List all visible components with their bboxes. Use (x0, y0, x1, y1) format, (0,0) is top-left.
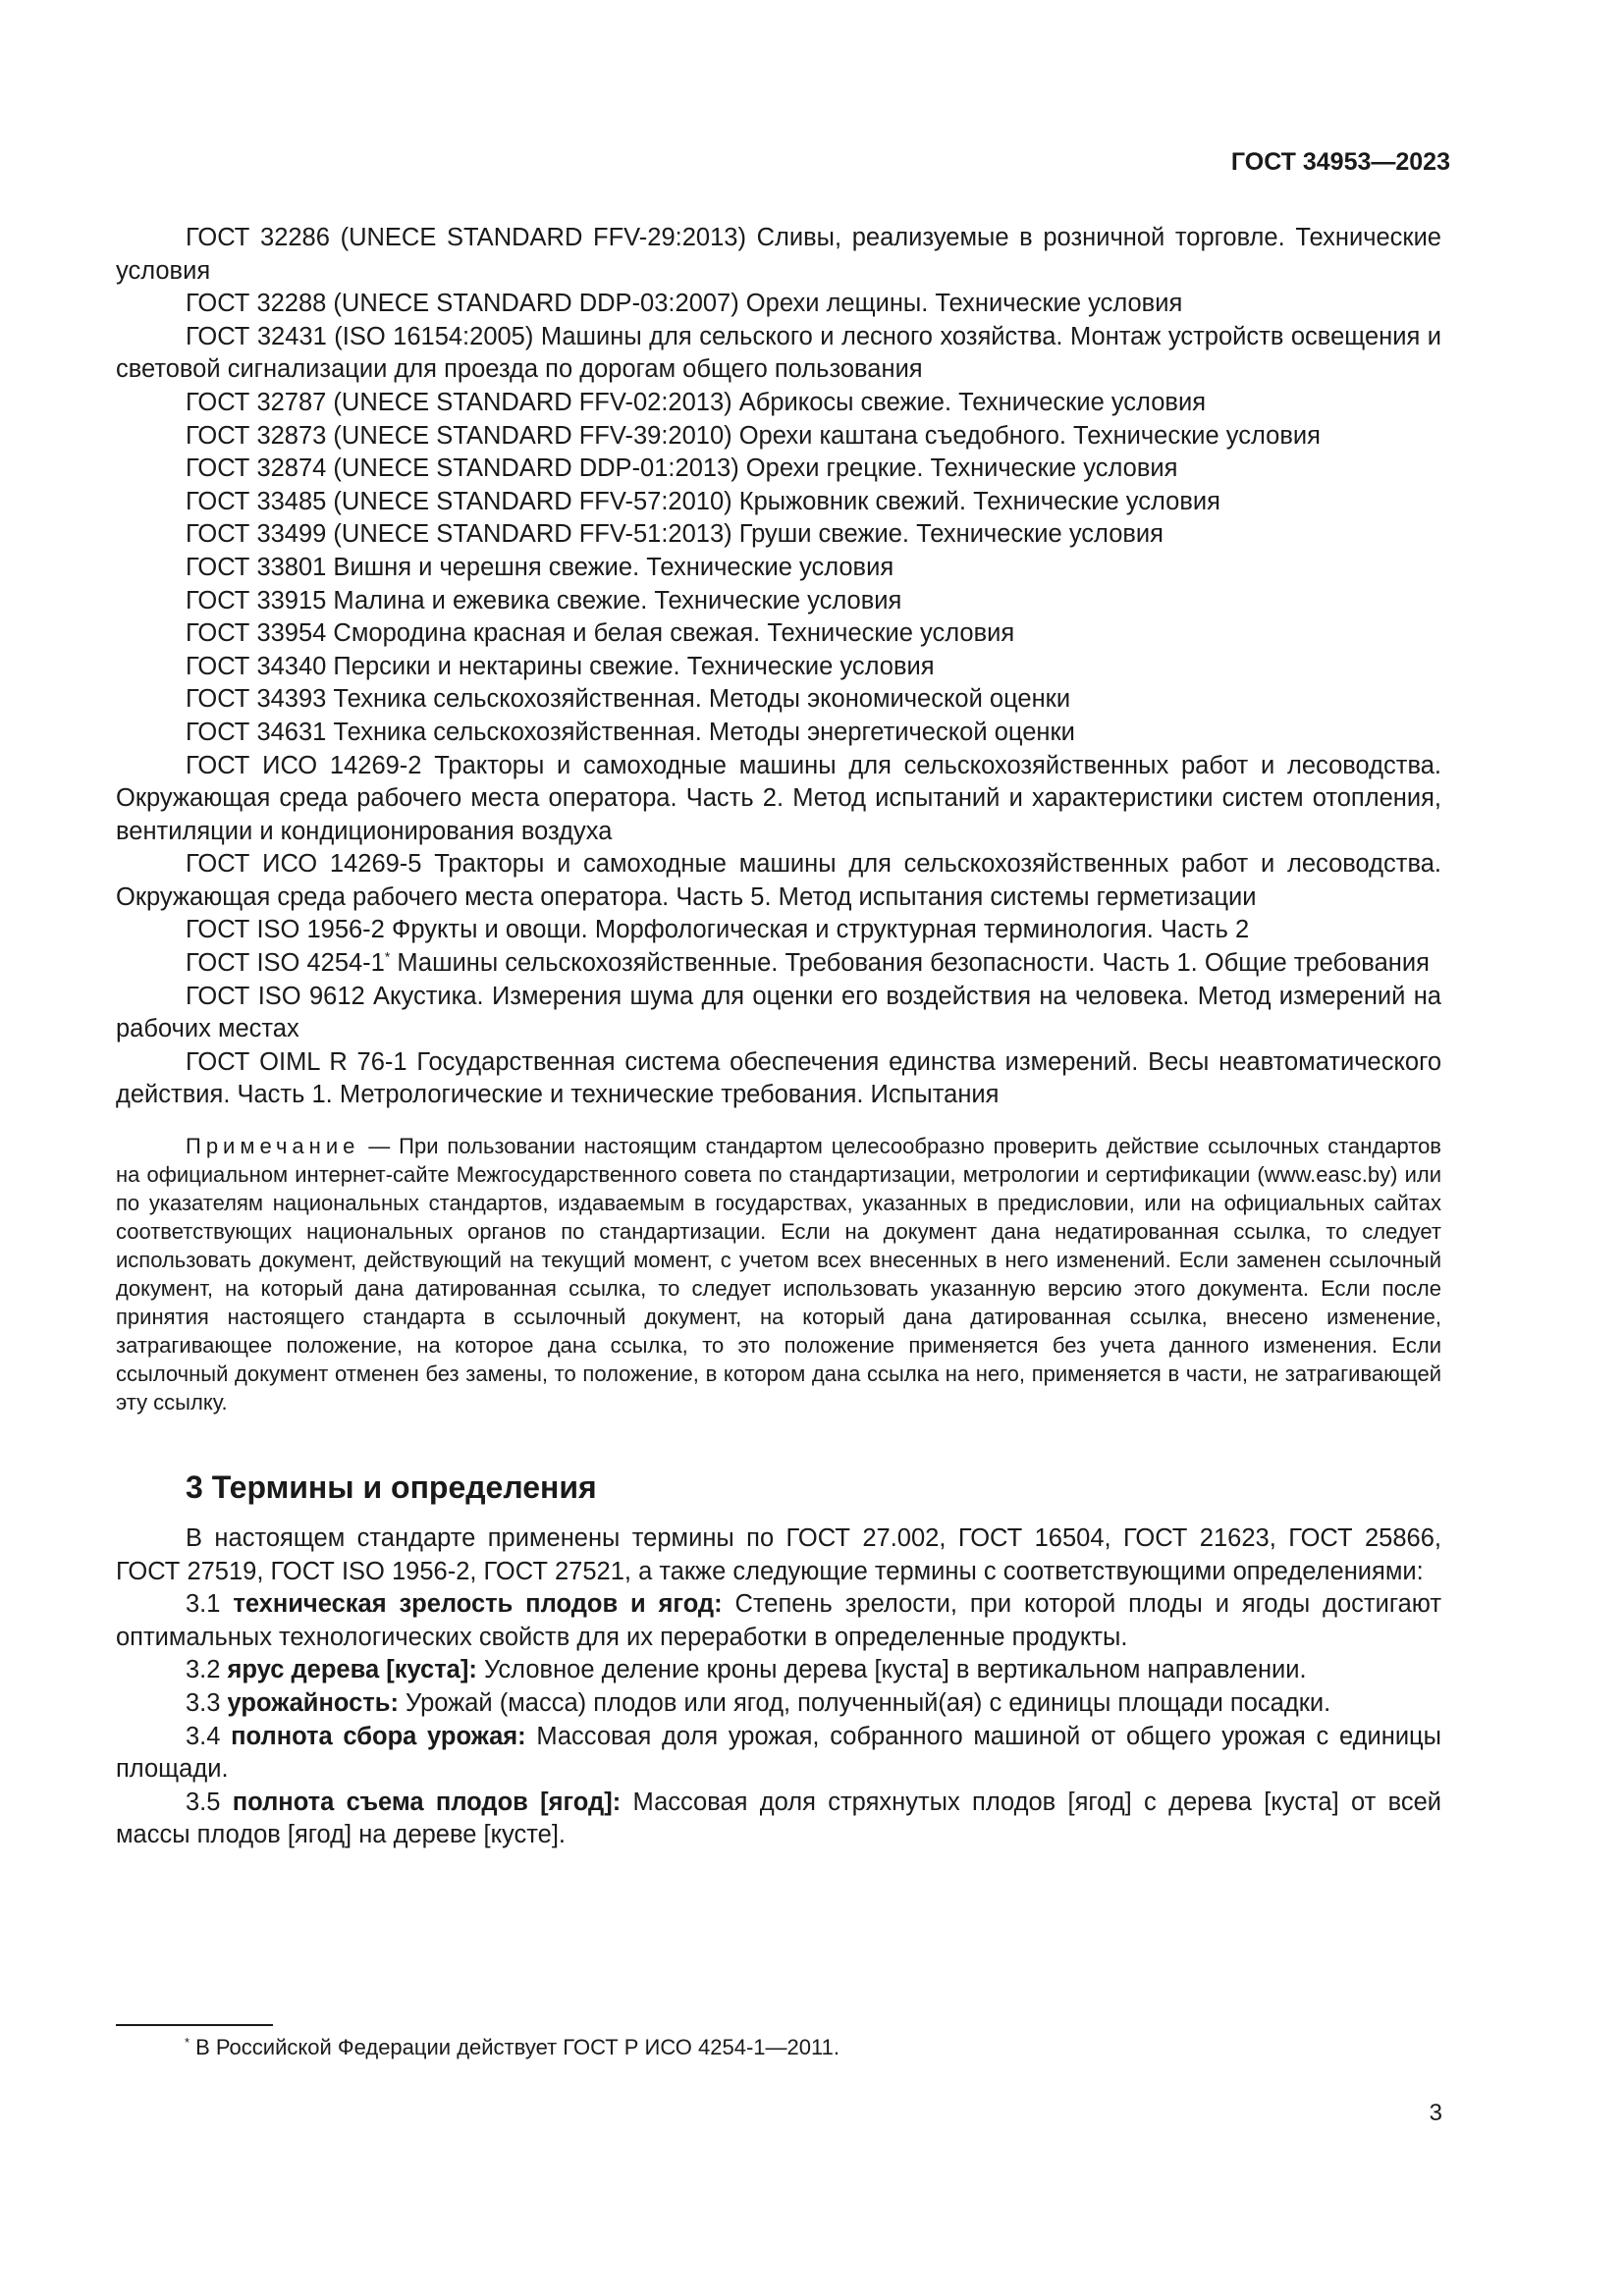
term-number: 3.5 (186, 1788, 221, 1816)
term-3-1 (116, 1588, 1441, 1654)
footnote-text: В Российской Федерации действует ГОСТ Р ИСО 4254-1—2011. (195, 2035, 839, 2059)
footnote (185, 2035, 839, 2060)
reference-gost-iso-14269-5: ГОСТ ИСО 14269-5 Тракторы и самоходные машины для сельскохозяйственных работ и лесоводства. Окружающая среда рабочего места оператора. Часть 5. Метод испытания системы герметизации (116, 850, 1441, 911)
term-3-4 (116, 1721, 1441, 1787)
term-number: 3.3 (186, 1689, 221, 1717)
term-3-3 (116, 1687, 1441, 1721)
reference-title: Машины сельскохозяйственные. Требования безопасности. Часть 1. Общие требования (390, 949, 1430, 978)
reference-gost-iso-9612: ГОСТ ISO 9612 Акустика. Измерения шума для оценки его воздействия на человека. Метод измерений на рабочих местах (116, 982, 1441, 1043)
term-name: техническая зрелость плодов и ягод: (233, 1590, 723, 1619)
page-content (116, 222, 1441, 1852)
reference-gost-33915: ГОСТ 33915 Малина и ежевика свежие. Технические условия (186, 586, 902, 614)
reference-gost-32431: ГОСТ 32431 (ISO 16154:2005) Машины для сельского и лесного хозяйства. Монтаж устройств освещения и световой сигнализации для проезда по дорогам общего пользования (116, 322, 1441, 384)
reference-gost-iso-1956-2: ГОСТ ISO 1956-2 Фрукты и овощи. Морфологическая и структурная терминология. Часть 2 (186, 916, 1250, 944)
reference-gost-32873: ГОСТ 32873 (UNECE STANDARD FFV-39:2010) Орехи каштана съедобного. Технические условия (186, 421, 1321, 450)
document-header-id: ГОСТ 34953—2023 (1230, 148, 1450, 176)
term-name: ярус дерева [куста]: (227, 1656, 477, 1684)
term-name: полнота сбора урожая: (231, 1722, 526, 1750)
term-definition: Условное деление кроны дерева [куста] в вертикальном направлении. (476, 1656, 1307, 1684)
term-number: 3.1 (186, 1590, 221, 1619)
reference-gost-32787: ГОСТ 32787 (UNECE STANDARD FFV-02:2013) Абрикосы свежие. Технические условия (186, 388, 1207, 416)
reference-gost-32288: ГОСТ 32288 (UNECE STANDARD DDP-03:2007) Орехи лещины. Технические условия (186, 290, 1183, 318)
term-name: полнота съема плодов [ягод]: (232, 1788, 622, 1816)
term-definition: Урожай (масса) плодов или ягод, полученный(ая) с единицы площади посадки. (398, 1689, 1331, 1717)
section-3-title: 3 Термины и определения (186, 1469, 597, 1506)
reference-gost-iso-4254-1 (116, 947, 1441, 981)
page-number: 3 (1429, 2100, 1442, 2126)
reference-code: ГОСТ ISO 4254-1 (186, 949, 385, 978)
note-text: — При пользовании настоящим стандартом целесообразно проверить действие ссылочных стандартов на официальном интернет-сайте Межгосударственного совета по стандартизации, метрологии и сертификации (www.easc.by) или по указателям национальных стандартов, издаваемым в государствах, указанных в предисловии, или на официальных сайтах соответствующих национальных органов по стандартизации. Если на документ дана недатированная ссылка, то следует использовать документ, действующий на текущий момент, с учетом всех внесенных в него изменений. Если заменен ссылочный документ, на который дана датированная ссылка, то следует использовать указанную версию этого документа. Если после принятия настоящего стандарта в ссылочный документ, на который дана датированная ссылка, внесено изменение, затрагивающее положение, на которое дана ссылка, то это положение применяется без учета данного изменения. Если ссылочный документ отменен без замены, то положение, в котором дана ссылка на него, применяется в части, не затрагивающей эту ссылку. (116, 1134, 1441, 1415)
footnote-divider (116, 2024, 273, 2026)
reference-gost-iso-14269-2: ГОСТ ИСО 14269-2 Тракторы и самоходные машины для сельскохозяйственных работ и лесоводства. Окружающая среда рабочего места оператора. Часть 2. Метод испытаний и характеристики систем отопления, вентиляции и кондиционирования воздуха (116, 751, 1441, 845)
reference-gost-32286: ГОСТ 32286 (UNECE STANDARD FFV-29:2013) Сливы, реализуемые в розничной торговле. Технические условия (116, 224, 1441, 285)
reference-gost-34393: ГОСТ 34393 Техника сельскохозяйственная. Методы экономической оценки (186, 685, 1071, 714)
reference-gost-34340: ГОСТ 34340 Персики и нектарины свежие. Технические условия (186, 652, 935, 680)
reference-gost-32874: ГОСТ 32874 (UNECE STANDARD DDP-01:2013) Орехи грецкие. Технические условия (186, 454, 1178, 483)
term-definition: Степень зрелости, при которой плоды и ягоды достигают оптимальных технологических свойств для их переработки в определенные продукты. (116, 1590, 1441, 1651)
footnote-marker: * (384, 948, 391, 965)
term-name: урожайность: (227, 1689, 399, 1717)
note-label: Примечание (186, 1134, 360, 1159)
term-definition: Массовая доля урожая, собранного машиной от общего урожая с единицы площади. (116, 1722, 1441, 1784)
footnote-mark: * (185, 2034, 190, 2050)
term-3-5 (116, 1787, 1441, 1852)
reference-gost-33485: ГОСТ 33485 (UNECE STANDARD FFV-57:2010) Крыжовник свежий. Технические условия (186, 487, 1220, 515)
term-definition: Массовая доля стряхнутых плодов [ягод] с дерева [куста] от всей массы плодов [ягод] на дереве [кусте]. (116, 1788, 1442, 1849)
reference-gost-33499: ГОСТ 33499 (UNECE STANDARD FFV-51:2013) Груши свежие. Технические условия (186, 520, 1164, 549)
term-number: 3.4 (186, 1722, 221, 1750)
reference-gost-34631: ГОСТ 34631 Техника сельскохозяйственная. Методы энергетической оценки (186, 718, 1075, 746)
term-number: 3.2 (186, 1656, 221, 1684)
section-3-intro: В настоящем стандарте применены термины по ГОСТ 27.002, ГОСТ 16504, ГОСТ 21623, ГОСТ 25866, ГОСТ 27519, ГОСТ ISO 1956-2, ГОСТ 27521, а также следующие термины с соответствующими определениями: (116, 1524, 1441, 1585)
term-3-2 (116, 1654, 1441, 1687)
note-paragraph (116, 1132, 1441, 1416)
reference-gost-33954: ГОСТ 33954 Смородина красная и белая свежая. Технические условия (186, 619, 1015, 648)
reference-gost-oiml-r76-1: ГОСТ OIML R 76-1 Государственная система обеспечения единства измерений. Весы неавтоматического действия. Часть 1. Метрологические и технические требования. Испытания (116, 1047, 1441, 1109)
reference-gost-33801: ГОСТ 33801 Вишня и черешня свежие. Технические условия (186, 553, 894, 581)
